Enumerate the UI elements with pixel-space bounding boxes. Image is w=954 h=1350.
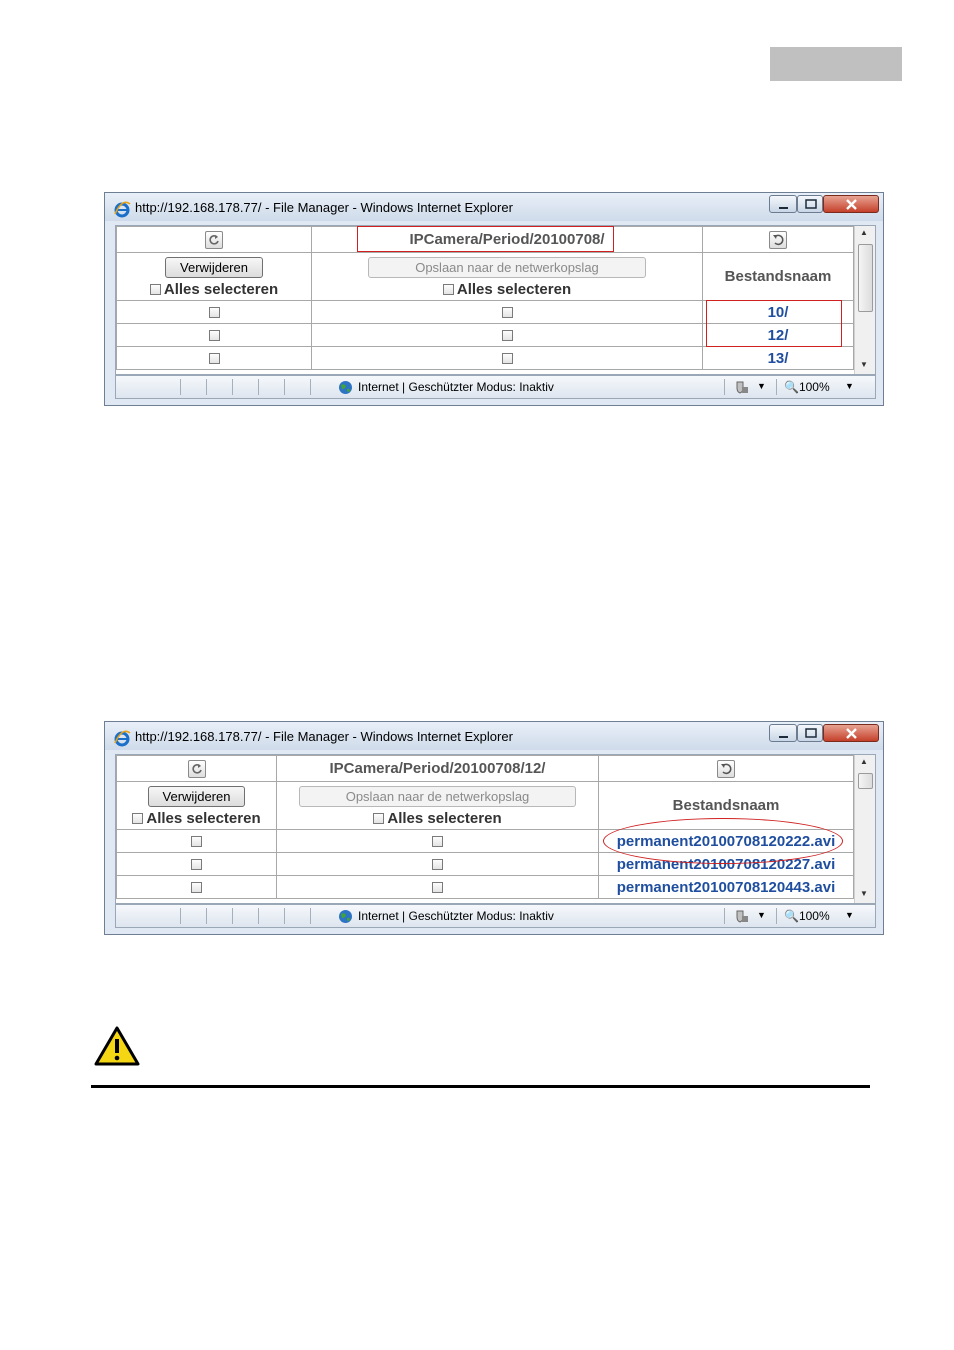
delete-checkbox[interactable]: [191, 859, 202, 870]
select-all-save[interactable]: Alles selecteren: [312, 281, 702, 298]
delete-button[interactable]: Verwijderen: [165, 257, 263, 278]
language-tab: [770, 47, 902, 81]
vertical-scrollbar[interactable]: [854, 755, 875, 903]
globe-icon: [338, 909, 353, 924]
status-bar: [115, 375, 876, 399]
refresh-icon[interactable]: [188, 760, 206, 778]
checkbox[interactable]: [150, 284, 161, 295]
scroll-up-icon[interactable]: ▲: [860, 757, 868, 766]
back-arrow-icon[interactable]: [717, 760, 735, 778]
file-link[interactable]: permanent20100708120227.avi: [616, 855, 836, 873]
path-highlight: [357, 226, 614, 252]
scroll-down-icon[interactable]: ▼: [860, 889, 868, 898]
close-button[interactable]: [823, 195, 879, 213]
current-path: IPCamera/Period/20100708/12/: [277, 756, 599, 782]
maximize-button[interactable]: [797, 724, 823, 742]
save-to-network-button[interactable]: Opslaan naar de netwerkopslag: [299, 786, 577, 807]
close-icon: [824, 196, 880, 214]
save-cell: [277, 782, 599, 830]
folder-link[interactable]: 10/: [767, 303, 789, 321]
zoom-level[interactable]: 🔍100%: [784, 909, 830, 923]
globe-icon: [338, 380, 353, 395]
delete-checkbox[interactable]: [191, 882, 202, 893]
save-checkbox[interactable]: [432, 882, 443, 893]
delete-checkbox[interactable]: [209, 307, 220, 318]
refresh-icon[interactable]: [205, 231, 223, 249]
select-all-delete[interactable]: Alles selecteren: [117, 810, 276, 827]
save-checkbox[interactable]: [432, 859, 443, 870]
ie-logo-icon: [113, 729, 131, 747]
delete-checkbox[interactable]: [209, 330, 220, 341]
zone-status: Internet | Geschützter Modus: Inaktiv: [358, 909, 554, 923]
file-link[interactable]: permanent20100708120443.avi: [616, 878, 836, 896]
delete-checkbox[interactable]: [209, 353, 220, 364]
status-bar: [115, 904, 876, 928]
titlebar[interactable]: [105, 722, 883, 750]
titlebar[interactable]: [105, 193, 883, 221]
magnifier-icon: 🔍: [784, 909, 799, 923]
chevron-down-icon[interactable]: ▼: [757, 381, 766, 391]
shield-icon[interactable]: [734, 380, 750, 395]
save-to-network-button[interactable]: Opslaan naar de netwerkopslag: [368, 257, 646, 278]
minimize-button[interactable]: [769, 724, 797, 742]
refresh-cell: [117, 756, 277, 782]
checkbox[interactable]: [132, 813, 143, 824]
save-checkbox[interactable]: [502, 353, 513, 364]
chevron-down-icon[interactable]: ▼: [845, 910, 854, 920]
checkbox[interactable]: [443, 284, 454, 295]
folder-link[interactable]: 12/: [767, 326, 789, 344]
scroll-down-icon[interactable]: ▼: [860, 360, 868, 369]
file-link[interactable]: permanent20100708120222.avi: [616, 832, 836, 850]
zone-status: Internet | Geschützter Modus: Inaktiv: [358, 380, 554, 394]
ie-logo-icon: [113, 200, 131, 218]
divider-line: [91, 1085, 870, 1088]
refresh-cell: [117, 227, 312, 253]
shield-icon[interactable]: [734, 909, 750, 924]
scroll-thumb[interactable]: [858, 244, 873, 312]
chevron-down-icon[interactable]: ▼: [845, 381, 854, 391]
magnifier-icon: 🔍: [784, 380, 799, 394]
delete-cell: [117, 782, 277, 830]
maximize-button[interactable]: [797, 195, 823, 213]
save-checkbox[interactable]: [502, 330, 513, 341]
checkbox[interactable]: [373, 813, 384, 824]
ie-window-1: [104, 192, 884, 406]
window-title: http://192.168.178.77/ - File Manager - Windows Internet Explorer: [135, 200, 513, 215]
warning-triangle-icon: [94, 1025, 140, 1067]
table-row: [117, 876, 854, 899]
delete-cell: [117, 253, 312, 301]
back-cell: [703, 227, 854, 253]
window-title: http://192.168.178.77/ - File Manager - Windows Internet Explorer: [135, 729, 513, 744]
scroll-thumb[interactable]: [858, 773, 873, 789]
scroll-up-icon[interactable]: ▲: [860, 228, 868, 237]
delete-checkbox[interactable]: [191, 836, 202, 847]
save-cell: [312, 253, 703, 301]
table-row: [117, 347, 854, 370]
back-cell: [599, 756, 854, 782]
save-checkbox[interactable]: [432, 836, 443, 847]
select-all-delete[interactable]: Alles selecteren: [117, 281, 311, 298]
back-arrow-icon[interactable]: [769, 231, 787, 249]
vertical-scrollbar[interactable]: [854, 226, 875, 374]
zoom-level[interactable]: 🔍100%: [784, 380, 830, 394]
chevron-down-icon[interactable]: ▼: [757, 910, 766, 920]
current-path: IPCamera/Period/20100708/: [312, 227, 703, 253]
minimize-button[interactable]: [769, 195, 797, 213]
close-icon: [824, 725, 880, 743]
select-all-save[interactable]: Alles selecteren: [277, 810, 598, 827]
save-checkbox[interactable]: [502, 307, 513, 318]
filename-header: Bestandsnaam: [703, 253, 854, 301]
filename-header: Bestandsnaam: [599, 782, 854, 830]
folders-highlight: [706, 300, 842, 347]
folder-link[interactable]: 13/: [767, 349, 789, 367]
file-highlight: [603, 818, 843, 864]
delete-button[interactable]: Verwijderen: [148, 786, 246, 807]
close-button[interactable]: [823, 724, 879, 742]
